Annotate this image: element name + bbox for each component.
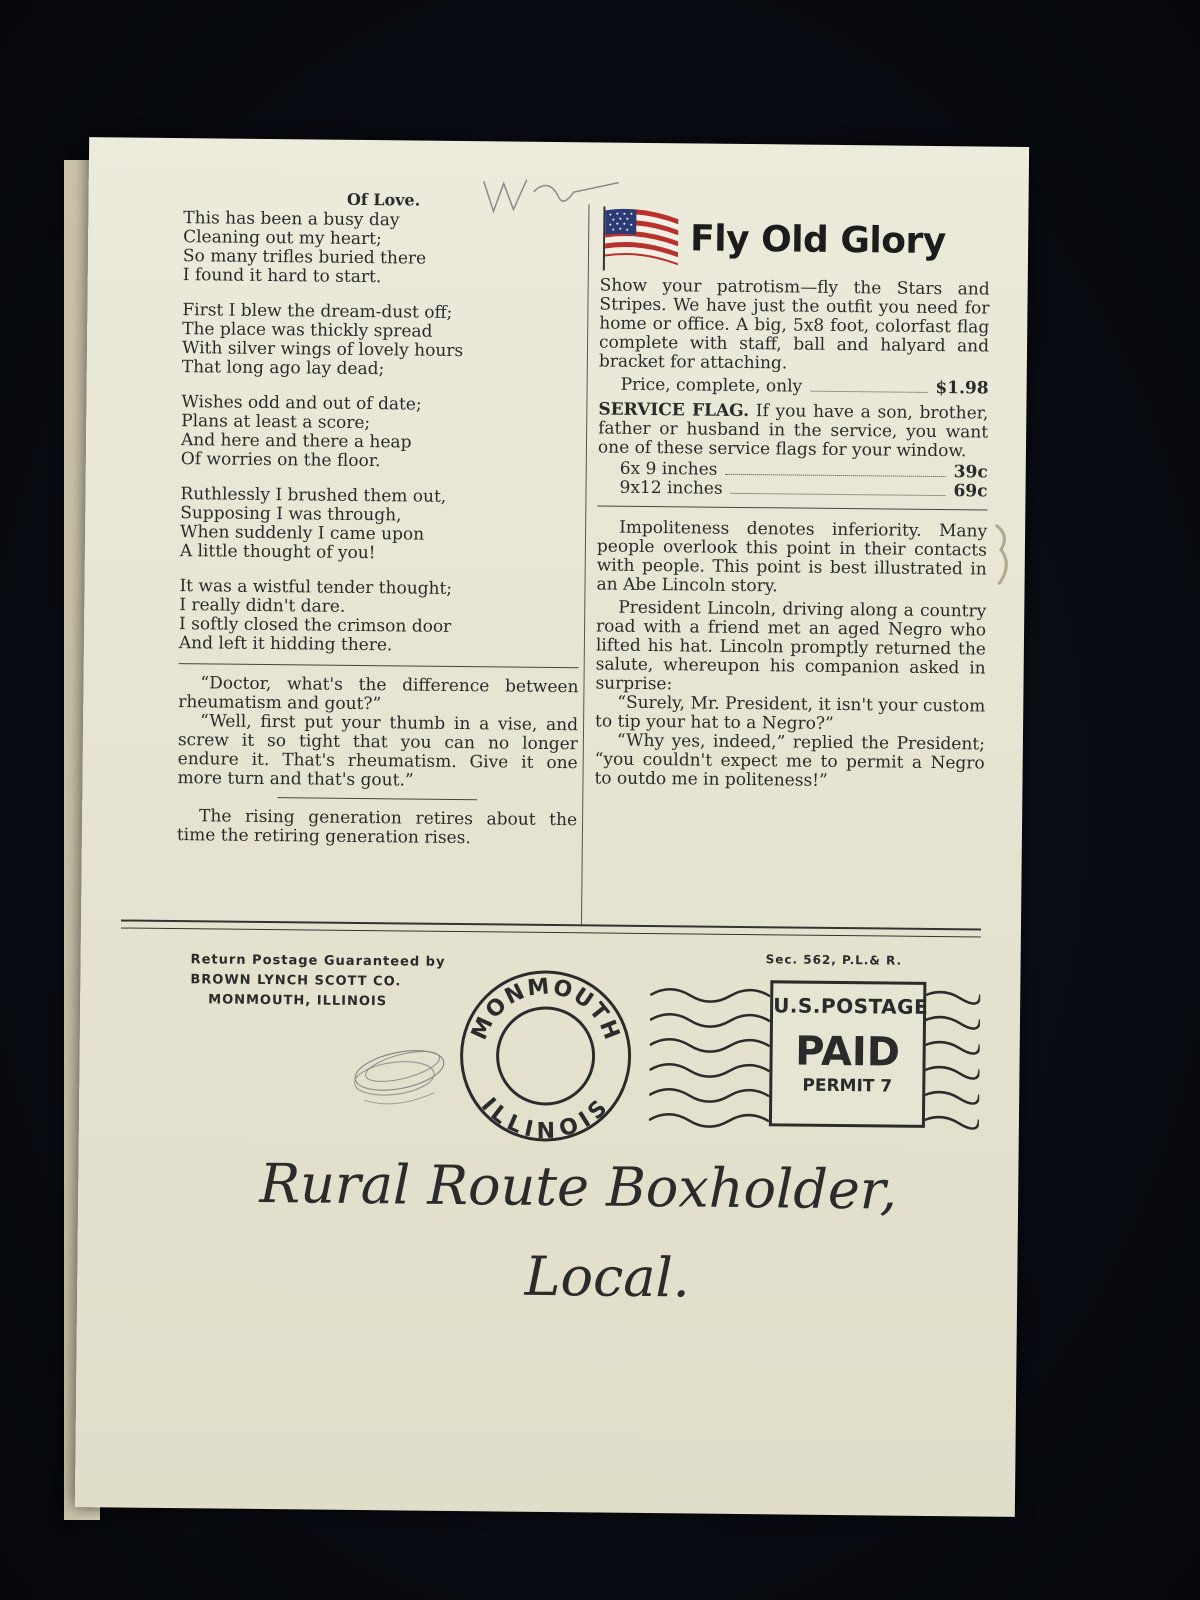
paid-text: PAID (795, 1028, 901, 1076)
poem-stanza (181, 393, 582, 473)
story-paragraph: “Why yes, indeed,” replied the President; “you couldn't expect me to permit a Negro to outdo me in politeness!” (594, 730, 985, 791)
seal-top-text: MONMOUTH (466, 974, 625, 1045)
poem-line: Ruthlessly I brushed them out, (180, 484, 447, 507)
permit-text: PERMIT 7 (802, 1075, 893, 1097)
pencil-scribble (344, 1030, 455, 1121)
story-paragraph: Impoliteness denotes inferiority. Many people overlook this point in their contacts with people. This point is best illustrated in an Abe Lincoln story. (596, 517, 988, 597)
poem-stanza (183, 209, 584, 289)
addressee-line: Rural Route Boxholder, (259, 1151, 898, 1222)
service-flag-text (598, 400, 989, 461)
poem-line: I softly closed the crimson door (178, 614, 452, 637)
story-paragraph: “Surely, Mr. President, it isn't your custom to tip your hat to a Negro?” (595, 692, 986, 734)
price-value: $1.98 (935, 377, 989, 399)
addressee (227, 1139, 929, 1326)
poem-line: Plans at least a score; (181, 411, 371, 434)
postage-paid-indicia (769, 980, 927, 1128)
service-flag-lead: SERVICE FLAG. (598, 399, 750, 422)
poem-line: First I blew the dream-dust off; (182, 300, 453, 323)
mailing-divider (121, 919, 981, 937)
poem-line: A little thought of you! (179, 541, 376, 564)
service-flag-body: If you have a son, brother, father or husband in the service, you want one of these service flags for your window. (597, 401, 989, 462)
poem-line: I really didn't dare. (179, 595, 346, 617)
return-line: MONMOUTH, ILLINOIS (208, 992, 388, 1010)
poem-line: The place was thickly spread (182, 319, 433, 342)
divider (179, 663, 579, 668)
postal-section-label: Sec. 562, P.L.& R. (765, 952, 903, 968)
svg-text:ILLINOIS (475, 1093, 613, 1145)
right-column (594, 204, 990, 792)
seal-bottom-text: ILLINOIS (475, 1093, 614, 1145)
divider (277, 797, 477, 800)
price-label: Price, complete, only (620, 374, 803, 397)
poem-stanza (179, 577, 580, 657)
paper-tear (995, 525, 1016, 585)
left-column (177, 188, 584, 849)
poem-title: Of Love. (346, 189, 421, 210)
service-price: 69c (953, 481, 988, 502)
postage-line: U.S.POSTAGE (773, 993, 929, 1019)
newsletter-back-page (75, 137, 1029, 1517)
leader-dots (731, 480, 946, 496)
poem-line: Supposing I was through, (180, 503, 402, 526)
poem-line: Wishes odd and out of date; (181, 392, 422, 415)
price-row (621, 376, 989, 399)
poem-line: So many trifles buried there (182, 246, 427, 269)
flag-ad-header (600, 204, 991, 274)
joke-answer: “Well, first put your thumb in a vise, and screw it so tight that you can no longer endure it. That's rheumatism. Give it one more turn and that's gout.” (177, 711, 579, 791)
addressee-line: Local. (524, 1244, 691, 1310)
american-flag-icon (600, 204, 683, 271)
poem-stanza (182, 301, 583, 381)
service-size: 6x 9 inches (619, 458, 718, 480)
saying: The rising generation retires about the time the retiring generation rises. (176, 806, 578, 849)
poem-line: Of worries on the floor. (180, 449, 381, 472)
leader-dots (810, 378, 927, 393)
return-line: Return Postage Guaranteed by (190, 952, 446, 970)
monmouth-postmark-seal (455, 965, 637, 1147)
joke-question: “Doctor, what's the difference between rheumatism and gout?” (178, 673, 579, 715)
leader-dots (725, 461, 945, 477)
poem-line: It was a wistful tender thought; (179, 576, 453, 599)
poem-line: I found it hard to start. (182, 265, 382, 288)
story-paragraph: President Lincoln, driving along a country road with a friend met an aged Negro who lifted his hat. Lincoln promptly returned the salute, whereupon his companion asked in surprise: (595, 597, 987, 695)
poem-line: And left it hidding there. (178, 633, 393, 656)
ad-title: Fly Old Glory (689, 217, 946, 262)
return-line: BROWN LYNCH SCOTT CO. (190, 972, 402, 990)
poem-line: That long ago lay dead; (181, 357, 385, 380)
service-size: 9x12 inches (619, 477, 723, 499)
poem-line: And here and there a heap (180, 430, 412, 453)
service-price: 39c (953, 462, 988, 483)
return-address (190, 950, 471, 1013)
service-size-row (619, 479, 987, 502)
ad-body: Show your patrotism—fly the Stars and Stripes. We have just the outfit you need for home or office. A big, 5x8 foot, colorfast flag complete with staff, ball and halyard and bracket for attaching. (598, 275, 990, 374)
poem-line: When suddenly I came upon (179, 522, 425, 545)
poem-stanza (180, 485, 581, 565)
poem-line: Cleaning out my heart; (183, 227, 382, 250)
poem-line: This has been a busy day (183, 208, 400, 231)
poem-line: With silver wings of lovely hours (181, 338, 464, 362)
divider (597, 505, 987, 510)
